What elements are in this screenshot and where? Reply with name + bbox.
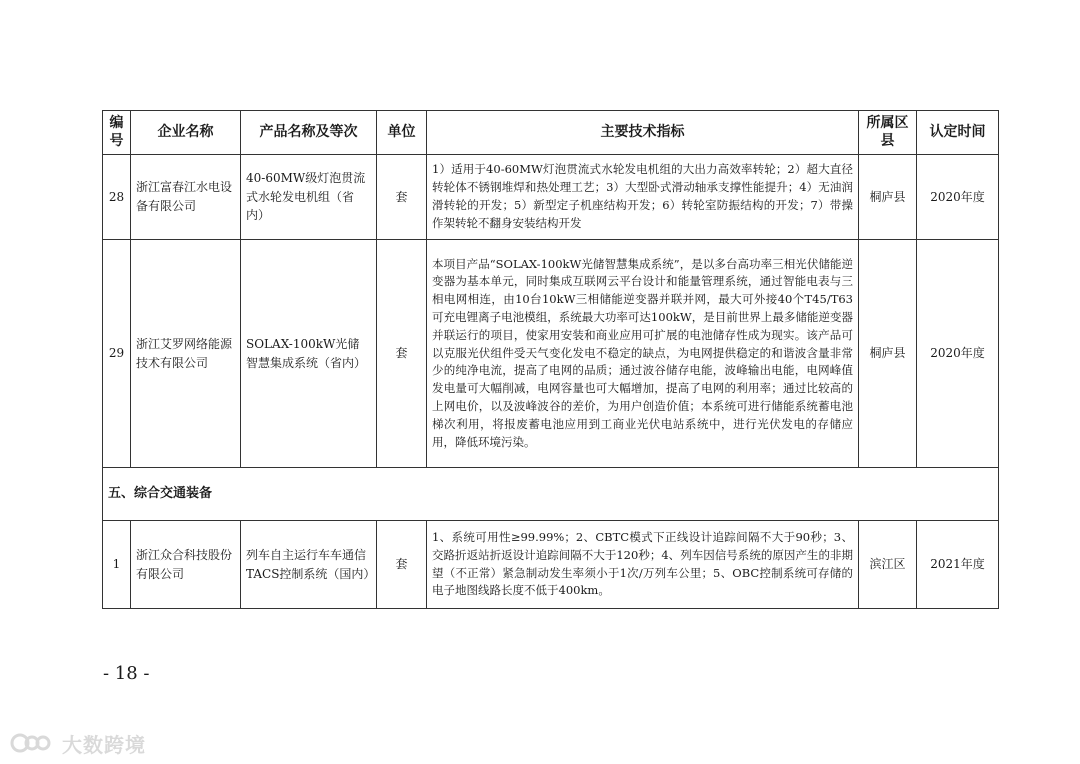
header-spec: 主要技术指标 (427, 111, 859, 155)
row-district: 滨江区 (859, 521, 917, 609)
table-row (103, 521, 999, 609)
row-district: 桐庐县 (859, 155, 917, 240)
row-spec: 本项目产品“SOLAX-100kW光储智慧集成系统”，是以多台高功率三相光伏储能逆变器为基本单元，同时集成互联网云平台设计和能量管理系统，通过智能电表与三相电网相连，由10台10kW三相储能逆变器并联并网，最大可外接40个T45/T63可充电锂离子电池模组，系统最大功率可达100kW，是目前世界上最多储能逆变器并联运行的项目，使家用安装和商业应用可扩展的电池储存性成为现实。该产品可以克服光伏组件受天气变化发电不稳定的缺点，为电网提供稳定的和谐波含量非常少的纯净电流，提高了电网的品质；通过波谷储存电能，波峰输出电能，电网峰值发电量可大幅削减，电网容量也可大幅增加，提高了电网的利用率；通过比较高的上网电价，以及波峰波谷的差价，为用户创造价值；本系统可进行储能系统蓄电池梯次利用，将报废蓄电池应用到工商业光伏电站系统中，进行光伏发电的存储应用，降低环境污染。 (427, 240, 859, 468)
watermark (10, 728, 146, 758)
header-company: 企业名称 (131, 111, 241, 155)
row-product: SOLAX-100kW光储智慧集成系统（省内） (241, 240, 377, 468)
row-unit: 套 (377, 155, 427, 240)
header-year: 认定时间 (917, 111, 999, 155)
row-spec: 1、系统可用性≥99.99%；2、CBTC模式下正线设计追踪间隔不大于90秒；3、交路折返站折返设计追踪间隔不大于120秒；4、列车因信号系统的原因产生的非期望（不正常）紧急制动发生率须小于1次/万列车公里；5、OBC控制系统可存储的电子地图线路长度不低于400km。 (427, 521, 859, 609)
header-unit: 单位 (377, 111, 427, 155)
row-company: 浙江众合科技股份有限公司 (131, 521, 241, 609)
row-year: 2020年度 (917, 155, 999, 240)
watermark-text: 大数跨境 (62, 732, 146, 757)
row-spec: 1）适用于40-60MW灯泡贯流式水轮发电机组的大出力高效率转轮；2）超大直径转轮体不锈钢堆焊和热处理工艺；3）大型卧式滑动轴承支撑性能提升；4）无油润滑转轮的开发；5）新型定子机座结构开发；6）转轮室防振结构的开发；7）带操作架转轮不翻身安装结构开发 (427, 155, 859, 240)
page-number: - 18 - (103, 663, 150, 684)
row-company: 浙江富春江水电设备有限公司 (131, 155, 241, 240)
row-product: 40-60MW级灯泡贯流式水轮发电机组（省内） (241, 155, 377, 240)
row-year: 2021年度 (917, 521, 999, 609)
table-row (103, 155, 999, 240)
row-no: 29 (103, 240, 131, 468)
row-no: 28 (103, 155, 131, 240)
watermark-logo-icon (10, 730, 56, 756)
row-unit: 套 (377, 240, 427, 468)
header-district: 所属区县 (859, 111, 917, 155)
row-year: 2020年度 (917, 240, 999, 468)
row-no: 1 (103, 521, 131, 609)
row-unit: 套 (377, 521, 427, 609)
section-title: 五、综合交通装备 (103, 468, 999, 521)
table-row (103, 240, 999, 468)
row-company: 浙江艾罗网络能源技术有限公司 (131, 240, 241, 468)
header-row (103, 111, 999, 155)
header-no: 编号 (103, 111, 131, 155)
header-product: 产品名称及等次 (241, 111, 377, 155)
section-row (103, 468, 999, 521)
enterprise-product-table (102, 110, 999, 609)
row-district: 桐庐县 (859, 240, 917, 468)
row-product: 列车自主运行车车通信TACS控制系统（国内） (241, 521, 377, 609)
